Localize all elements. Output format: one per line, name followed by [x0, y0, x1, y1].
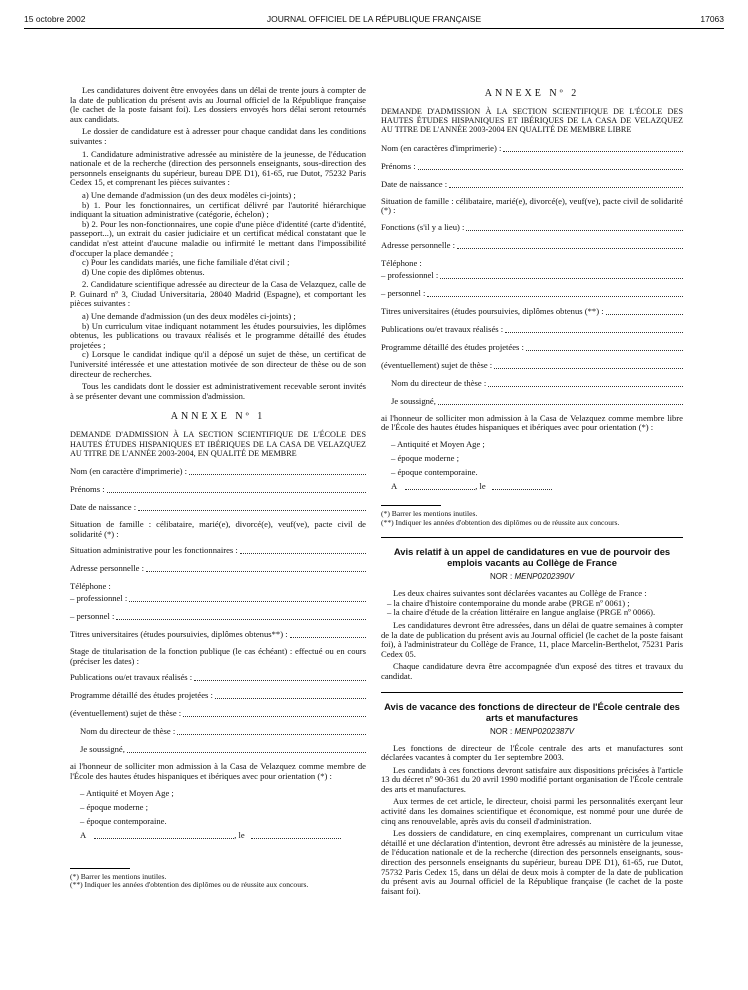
avis-title: Avis de vacance des fonctions de directeur de l'École centrale des arts et manufactures	[384, 700, 680, 723]
field-label: Nom du directeur de thèse :	[391, 377, 487, 388]
paragraph: Les candidatures devront être adressées, dans un délai de quatre semaines à compter de la date de publication du présent avis au Journal officiel (le cachet de la poste faisant foi), à l'administrateur du Collège de France, 11, place Marcelin-Berthelot, 75231 Paris Cedex 05.	[381, 619, 683, 659]
form-field-sujet	[381, 360, 683, 371]
place-label: A	[391, 480, 398, 491]
page-header	[24, 14, 724, 29]
form-field-soussigne	[70, 744, 366, 755]
fill-line	[438, 396, 683, 405]
fill-line	[488, 378, 683, 387]
list-item: – la chaire d'étude de la création littéraire en langue anglaise (PRGE nº 0066).	[387, 607, 656, 618]
form-field-perso	[70, 611, 366, 622]
nor-code: MENP0202387V	[514, 726, 575, 736]
fill-line	[494, 360, 683, 369]
paragraph: a) Une demande d'admission (un des deux modèles ci-joints) ;	[82, 311, 296, 322]
fill-line	[138, 502, 366, 511]
form-field-soussigne	[381, 396, 683, 407]
field-label: Prénoms :	[70, 484, 105, 495]
form-field-pro	[70, 593, 366, 604]
orientation-option: – époque moderne ;	[391, 452, 460, 463]
footnote: (**) Indiquer les années d'obtention des diplômes ou de réussite aux concours.	[70, 880, 309, 890]
orientation-option: – Antiquité et Moyen Age ;	[391, 438, 485, 449]
field-label: Titres universitaires (études poursuivies, diplômes obtenus**) :	[70, 629, 288, 640]
right-column	[381, 88, 683, 896]
fill-line	[194, 672, 366, 681]
paragraph: b) Un curriculum vitae indiquant notamment les études poursuivies, les diplômes obtenus, les publications ou travaux réalisés et le programme détaillé des études projetées ;	[70, 320, 366, 350]
field-label: Nom (en caractères d'imprimerie) :	[381, 142, 502, 153]
fill-line	[94, 830, 234, 839]
nor-code: MENP0202390V	[514, 572, 575, 582]
place-label: A	[80, 829, 87, 840]
form-field-publications	[70, 672, 366, 683]
form-field-sujet	[70, 708, 366, 719]
form-field-perso	[381, 288, 683, 299]
footnote: (**) Indiquer les années d'obtention des diplômes ou de réussite aux concours.	[381, 517, 620, 527]
form-field-naissance	[381, 179, 683, 190]
date-label: , le	[475, 480, 486, 491]
fill-line	[505, 324, 683, 333]
footnote-divider	[381, 505, 441, 506]
issue-date: 15 octobre 2002	[24, 14, 86, 24]
annexe-title: ANNEXE Nº 1	[170, 411, 266, 423]
field-label: Téléphone :	[381, 257, 422, 268]
form-field-pro	[381, 270, 683, 281]
nor-label: NOR :	[489, 572, 513, 582]
field-label: (éventuellement) sujet de thèse :	[381, 359, 493, 370]
field-label: Publications ou/et travaux réalisés :	[381, 323, 504, 334]
left-column	[70, 86, 366, 890]
field-label: Programme détaillé des études projetées :	[381, 341, 524, 352]
annexe-subtitle: DEMANDE D'ADMISSION À LA SECTION SCIENTIFIQUE DE L'ÉCOLE DES HAUTES ÉTUDES HISPANIQUES ET IBÉRIQUES DE LA CASA DE VELAZQUEZ AU TITRE DE L'ANNÉE 2003-2004 EN QUALITÉ DE MEMBRE LIBRE	[381, 107, 683, 135]
field-label: Adresse personnelle :	[70, 563, 144, 574]
field-label: (éventuellement) sujet de thèse :	[70, 708, 182, 719]
fill-line	[503, 143, 683, 152]
field-label: – professionnel :	[381, 269, 439, 280]
paragraph: b) 1. Pour les fonctionnaires, un certificat délivré par l'autorité hiérarchique indiquant la situation administrative (catégorie, échelon) ;	[70, 199, 366, 220]
field-label: Programme détaillé des études projetées :	[70, 690, 213, 701]
fill-line	[127, 744, 366, 753]
fill-line	[405, 481, 475, 490]
journal-title: JOURNAL OFFICIEL DE LA RÉPUBLIQUE FRANÇAISE	[266, 14, 482, 24]
paragraph: b) 2. Pour les non-fonctionnaires, une copie d'une pièce d'identité (carte d'identité, passeport...), un extrait du casier judiciaire et un certificat médical constatant que le candidat n'est atteint d'aucune maladie ou infirmité le mettant dans l'impossibilité d'occuper la place demandée ;	[70, 218, 366, 258]
form-field-publications	[381, 324, 683, 335]
form-field-nom	[381, 143, 683, 154]
fill-line	[177, 726, 366, 735]
page-number: 17063	[700, 14, 724, 24]
honneur-statement: ai l'honneur de solliciter mon admission à la Casa de Velazquez comme membre de l'École des hautes études hispaniques et ibériques avec pour orientation (*) :	[70, 761, 366, 781]
paragraph: Les candidatures doivent être envoyées dans un délai de trente jours à compter de la date de publication du présent avis au Journal officiel de la République française (le cachet de la poste faisant foi). Les dossiers envoyés hors délai seront retournés aux candidats.	[70, 85, 366, 124]
paragraph: Chaque candidature devra être accompagnée d'un exposé des titres et travaux du candidat.	[381, 661, 683, 681]
fill-line	[116, 611, 366, 620]
fill-line	[240, 545, 366, 554]
footnote: (*) Barrer les mentions inutiles.	[381, 508, 478, 518]
field-label: Nom (en caractère d'imprimerie) :	[70, 466, 188, 477]
form-field-situation: Situation de famille : célibataire, marié(e), divorcé(e), veuf(ve), pacte civil de solidarité (*) :	[70, 519, 366, 539]
paragraph: d) Une copie des diplômes obtenus.	[82, 266, 205, 277]
place-date-line	[70, 830, 366, 840]
paragraph: Les candidats à ces fonctions devront satisfaire aux dispositions précisées à l'article 13 du décret nº 90-361 du 20 avril 1990 modifié portant organisation de l'École centrale des arts et manufactures.	[381, 764, 683, 794]
fill-line	[290, 629, 366, 638]
form-field-prenoms	[381, 161, 683, 172]
place-date-line	[381, 481, 683, 491]
paragraph: Les dossiers de candidature, en cinq exemplaires, comprenant un curriculum vitae détaillé et une déclaration d'intention, devront être adressés au ministère de la jeunesse, de l'éducation nationale et de la recherche (direction des personnels enseignants, sous-direction des personnels enseignants du supérieur, bureau DPE D1), 61-65, rue Dutot, 75732 Paris Cedex 15, dans un délai de deux mois à compter de la date de publication du présent avis au Journal officiel de la République française (le cachet de la poste faisant foi).	[381, 828, 683, 896]
annexe-subtitle: DEMANDE D'ADMISSION À LA SECTION SCIENTIFIQUE DE L'ÉCOLE DES HAUTES ÉTUDES HISPANIQUES ET IBÉRIQUES DE LA CASA DE VELAZQUEZ AU TITRE DE L'ANNÉE 2003-2004, EN QUALITÉ DE MEMBRE	[70, 430, 366, 458]
fill-line	[129, 593, 366, 602]
fill-line	[457, 240, 683, 249]
date-label: , le	[234, 829, 245, 840]
fill-line	[526, 342, 683, 351]
fill-line	[189, 466, 366, 475]
paragraph: Aux termes de cet article, le directeur, choisi parmi les personnalités exerçant leur activité dans les domaines scientifique et économique, est nommé pour une durée de cinq ans renouvelable, après avis du conseil d'administration.	[381, 796, 683, 826]
field-label: Date de naissance :	[381, 178, 448, 189]
orientation-option: – époque moderne ;	[80, 801, 149, 812]
field-label: Téléphone :	[70, 581, 111, 592]
field-label: Publications ou/et travaux réalisés :	[70, 672, 193, 683]
form-field-fonctions	[381, 222, 683, 233]
field-label: Je soussigné,	[391, 395, 436, 406]
paragraph: Le dossier de candidature est à adresser pour chaque candidat dans les conditions suivantes :	[70, 126, 366, 146]
form-field-adresse	[381, 240, 683, 251]
paragraph: c) Pour les candidats mariés, une fiche familiale d'état civil ;	[82, 257, 290, 268]
paragraph: Les fonctions de directeur de l'École centrale des arts et manufactures sont déclarées vacantes à compter du 1er septembre 2003.	[381, 742, 683, 763]
fill-line	[146, 563, 366, 572]
form-field-stage: Stage de titularisation de la fonction publique (le cas échéant) : effectué ou en cours (préciser les dates) :	[70, 646, 366, 666]
form-field-titres	[70, 629, 366, 640]
orientation-option: – Antiquité et Moyen Age ;	[80, 787, 174, 798]
section-divider	[381, 537, 683, 538]
form-field-telephone	[70, 581, 366, 591]
form-field-telephone	[381, 258, 683, 268]
fill-line	[466, 222, 683, 231]
fill-line	[606, 306, 683, 315]
paragraph: 2. Candidature scientifique adressée au directeur de la Casa de Velazquez, calle de P. Guinard nº 3, Ciudad Universitaria, 28040 Madrid (Espagne), et comportant les pièces suivantes :	[70, 279, 366, 309]
fill-line	[418, 161, 683, 170]
field-label: Je soussigné,	[80, 744, 125, 755]
paragraph: c) Lorsque le candidat indique qu'il a déposé un sujet de thèse, un certificat de l'université intéressée et une attestation motivée de son directeur de thèse ou de son directeur de recherches.	[70, 349, 366, 379]
form-field-directeur	[381, 378, 683, 389]
orientation-option: – époque contemporaine.	[391, 466, 478, 477]
form-field-prenoms	[70, 484, 366, 495]
field-label: Titres universitaires (études poursuivies, diplômes obtenus (**) :	[381, 305, 604, 316]
form-field-programme	[70, 690, 366, 701]
footnote: (*) Barrer les mentions inutiles.	[70, 871, 167, 881]
fill-line	[440, 270, 683, 279]
form-field-adresse	[70, 563, 366, 574]
form-field-naissance	[70, 502, 366, 513]
field-label: Date de naissance :	[70, 502, 137, 513]
fill-line	[251, 830, 341, 839]
field-label: Prénoms :	[381, 160, 416, 171]
fill-line	[449, 179, 683, 188]
annexe-title: ANNEXE Nº 2	[484, 88, 580, 99]
paragraph: 1. Candidature administrative adressée au ministère de la jeunesse, de l'éducation nationale et de la recherche (direction des personnels enseignants, sous-direction des personnels enseignants du supérieur, bureau DPE D1), 61-65, rue Dutot, 75232 Paris Cedex 15, et comprenant les pièces suivantes :	[70, 148, 366, 188]
field-label: – personnel :	[381, 287, 426, 298]
section-divider	[381, 692, 683, 693]
fill-line	[183, 708, 366, 717]
fill-line	[492, 481, 552, 490]
form-field-situation-admin	[70, 545, 366, 556]
form-field-situation: Situation de famille : célibataire, marié(e), divorcé(e), veuf(ve), pacte civil de solidarité (*) :	[381, 195, 683, 216]
footnote-divider	[70, 868, 130, 869]
paragraph: Les deux chaires suivantes sont déclarées vacantes au Collège de France :	[393, 588, 647, 599]
fill-line	[215, 690, 366, 699]
fill-line	[107, 484, 366, 493]
orientation-option: – époque contemporaine.	[80, 815, 167, 826]
paragraph: a) Une demande d'admission (un des deux modèles ci-joints) ;	[82, 189, 296, 200]
field-label: – professionnel :	[70, 593, 128, 604]
fill-line	[427, 288, 683, 297]
field-label: Nom du directeur de thèse :	[80, 726, 176, 737]
avis-title: Avis relatif à un appel de candidatures en vue de pourvoir des emplois vacants au Collège de France	[393, 546, 671, 569]
field-label: Fonctions (s'il y a lieu) :	[381, 221, 465, 232]
form-field-programme	[381, 342, 683, 353]
field-label: Situation administrative pour les fonctionnaires :	[70, 545, 238, 556]
form-field-directeur	[70, 726, 366, 737]
field-label: – personnel :	[70, 611, 115, 622]
honneur-statement: ai l'honneur de solliciter mon admission à la Casa de Velazquez comme membre libre de l'École des hautes études hispaniques et ibériques avec pour orientation (*) :	[381, 412, 683, 433]
nor-reference	[381, 572, 683, 581]
form-field-nom	[70, 466, 366, 477]
list-item: – la chaire d'histoire contemporaine du monde arabe (PRGE nº 0061) ;	[387, 597, 630, 608]
nor-label: NOR :	[489, 726, 513, 736]
field-label: Adresse personnelle :	[381, 239, 455, 250]
form-field-titres	[381, 306, 683, 317]
nor-reference	[381, 727, 683, 736]
paragraph: Tous les candidats dont le dossier est administrativement recevable seront invités à se présenter devant une commission d'admission.	[70, 381, 366, 401]
